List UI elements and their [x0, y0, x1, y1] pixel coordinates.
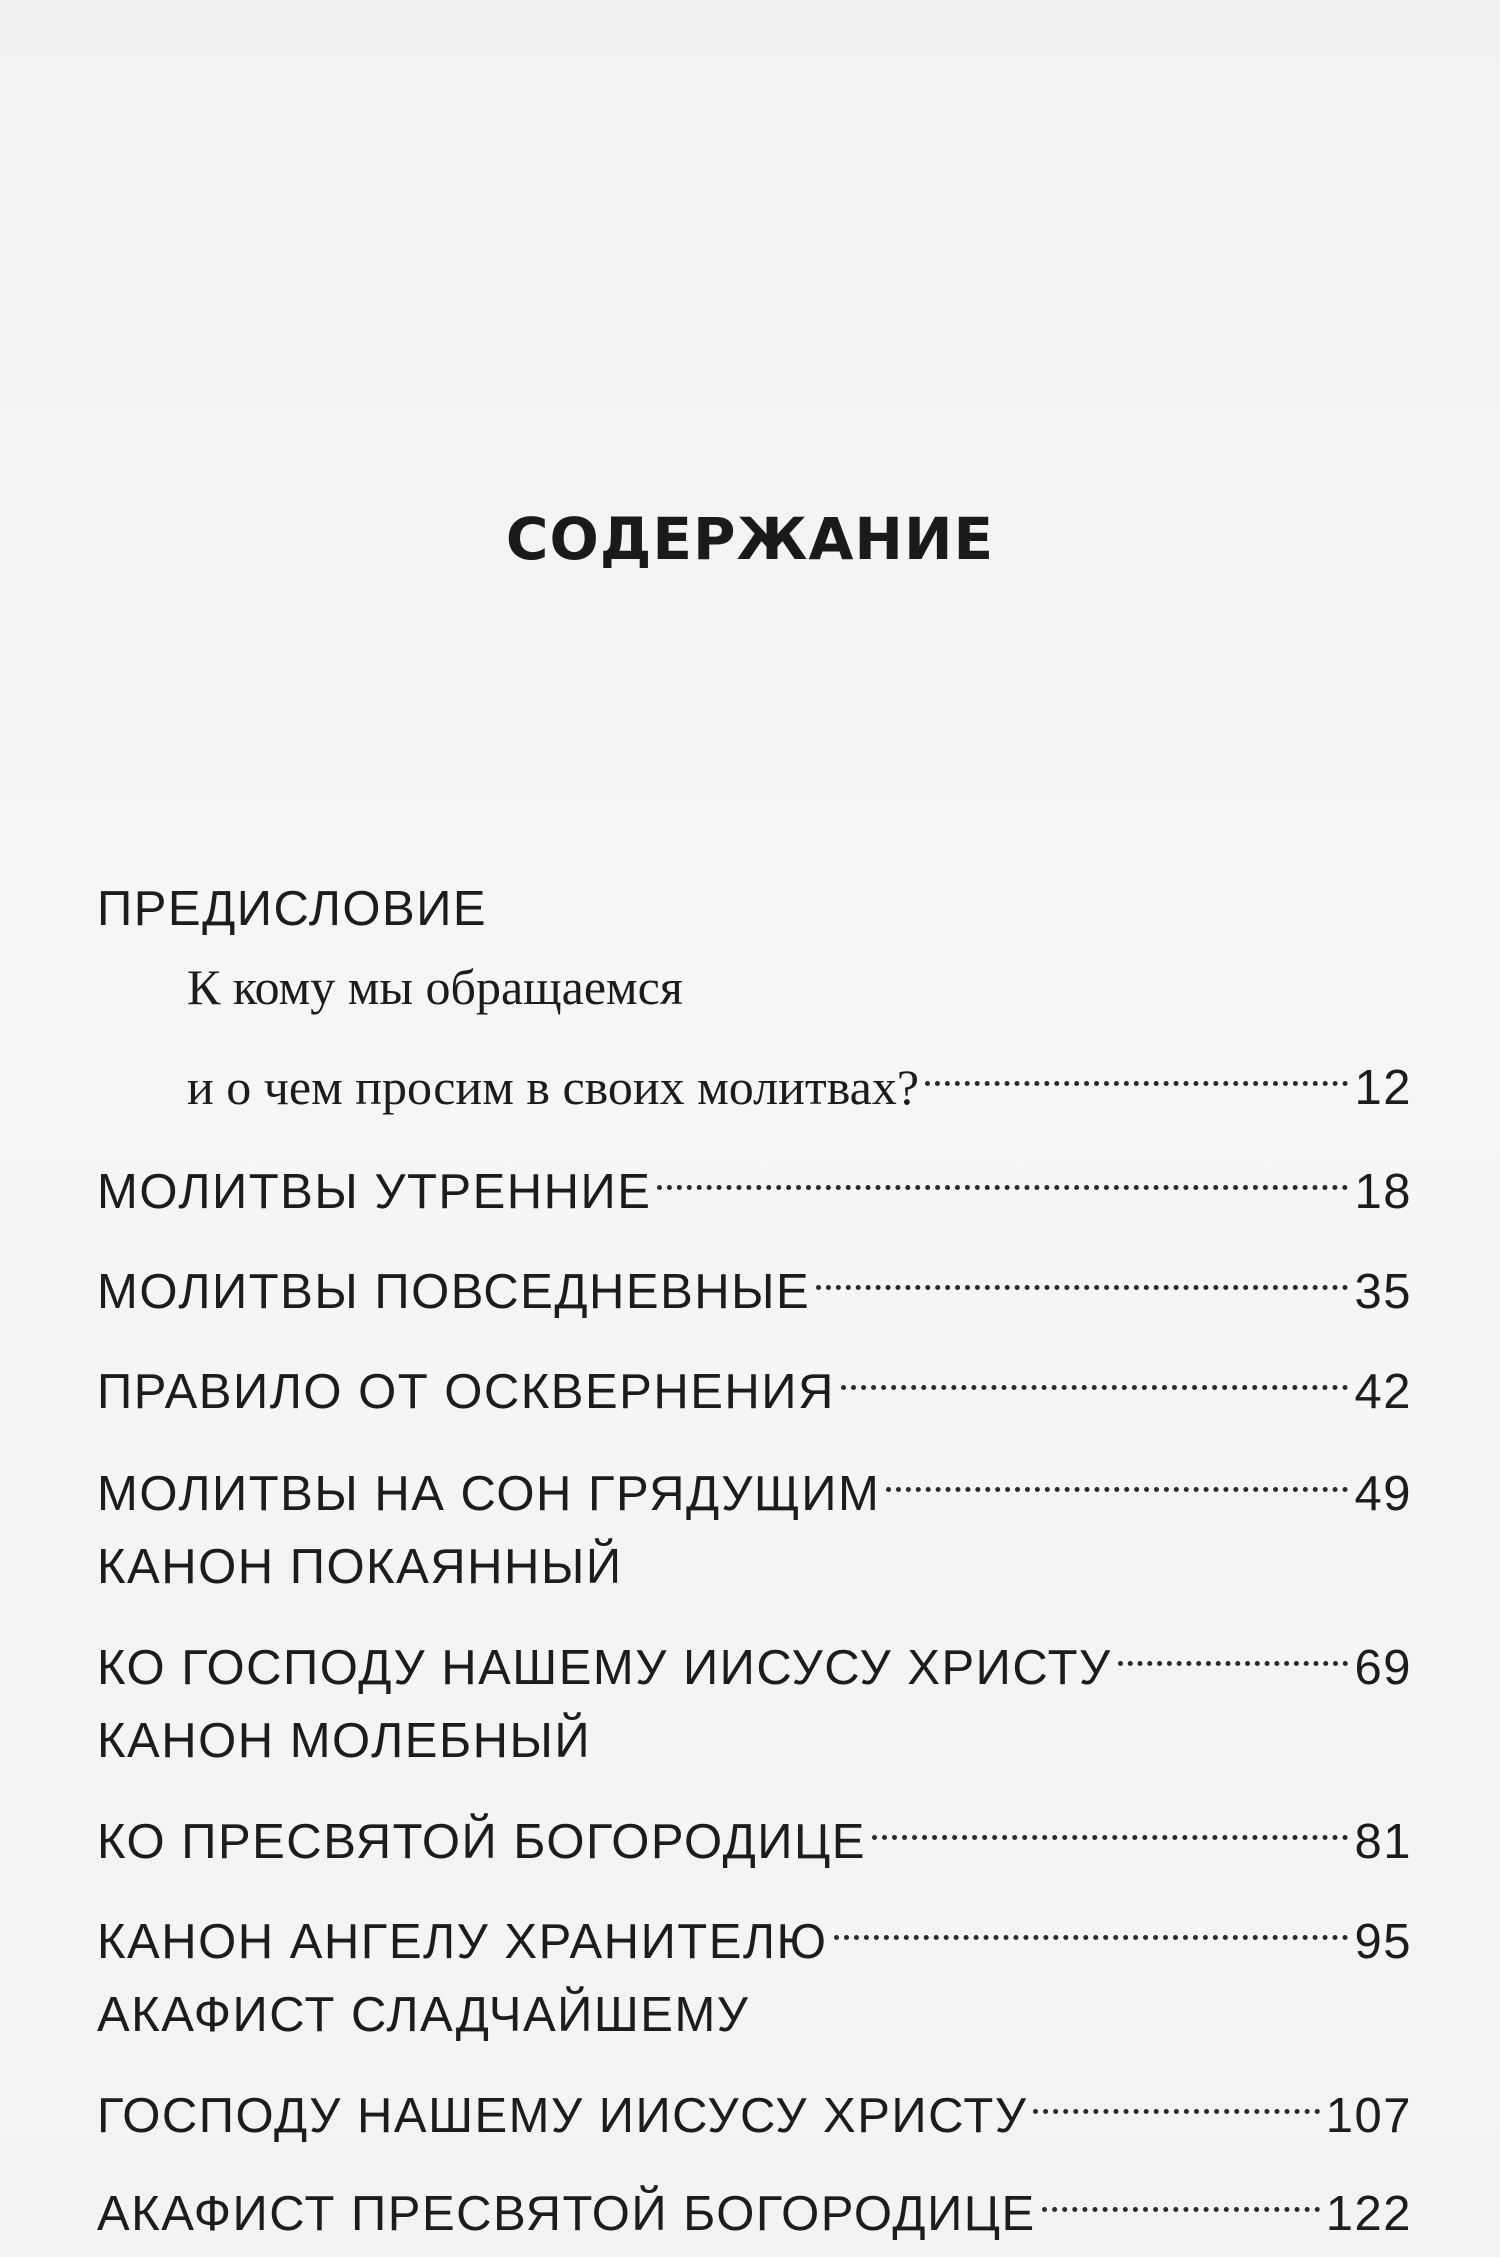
toc-entry[interactable]	[97, 1230, 1412, 1319]
toc-page-number: 12	[1354, 1061, 1412, 1115]
dot-leader	[841, 1330, 1349, 1408]
toc-entry[interactable]	[97, 1976, 1412, 2143]
dot-leader	[1033, 2054, 1319, 2132]
toc-entry-line	[97, 1130, 1412, 1219]
toc-entry-text: МОЛИТВЫ ПОВСЕДНЕВНЫЕ	[97, 1265, 811, 1319]
page-title: СОДЕРЖАНИЕ	[505, 505, 995, 573]
toc-entry-line	[97, 1026, 1412, 1115]
toc-page-number: 49	[1354, 1467, 1412, 1521]
toc-entry[interactable]	[97, 1880, 1412, 1969]
dot-leader	[657, 1130, 1348, 1208]
dot-leader	[1042, 2152, 1320, 2230]
toc-entry-text: КАНОН МОЛЕБНЫЙ	[97, 1714, 592, 1768]
toc-entry-text: КАНОН ПОКАЯННЫЙ	[97, 1540, 623, 1594]
toc-entry-text: ПРАВИЛО ОТ ОСКВЕРНЕНИЯ	[97, 1365, 835, 1419]
table-of-contents	[97, 870, 1412, 2241]
toc-page-number: 95	[1354, 1915, 1412, 1969]
dot-leader	[834, 1880, 1349, 1958]
toc-page-number: 81	[1354, 1815, 1412, 1869]
toc-page-number: 18	[1354, 1165, 1412, 1219]
toc-entry-line	[97, 948, 1412, 1026]
toc-entry-line	[97, 1780, 1412, 1869]
toc-entry[interactable]	[97, 2152, 1412, 2241]
toc-page-number: 107	[1325, 2089, 1412, 2143]
toc-entry[interactable]	[97, 870, 1412, 948]
dot-leader	[872, 1780, 1349, 1858]
toc-entry-text: АКАФИСТ СЛАДЧАЙШЕМУ	[97, 1988, 750, 2042]
toc-entry-line	[97, 1976, 1412, 2054]
toc-entry[interactable]	[97, 1130, 1412, 1219]
dot-leader	[816, 1230, 1348, 1308]
toc-entry-line	[97, 1880, 1412, 1969]
toc-entry-line	[97, 1702, 1412, 1780]
toc-entry-text: МОЛИТВЫ УТРЕННИЕ	[97, 1165, 652, 1219]
dot-leader	[1118, 1606, 1349, 1684]
toc-entry[interactable]	[97, 1432, 1412, 1521]
toc-entry-line	[97, 2152, 1412, 2241]
toc-entry-text: АКАФИСТ ПРЕСВЯТОЙ БОГОРОДИЦЕ	[97, 2187, 1036, 2241]
toc-entry-text: КО ГОСПОДУ НАШЕМУ ИИСУСУ ХРИСТУ	[97, 1641, 1112, 1695]
toc-page-number: 69	[1354, 1641, 1412, 1695]
toc-entry-line	[97, 1330, 1412, 1419]
toc-entry-text: ПРЕДИСЛОВИЕ	[97, 882, 488, 936]
dot-leader	[925, 1026, 1348, 1104]
dot-leader	[886, 1432, 1348, 1510]
toc-entry-text: КАНОН АНГЕЛУ ХРАНИТЕЛЮ	[97, 1915, 828, 1969]
toc-page-number: 35	[1354, 1265, 1412, 1319]
toc-entry-text: ГОСПОДУ НАШЕМУ ИИСУСУ ХРИСТУ	[97, 2089, 1028, 2143]
toc-entry-text: и о чем просим в своих молитвах?	[187, 1059, 920, 1115]
toc-entry-text: К кому мы обращаемся	[187, 959, 683, 1015]
toc-entry[interactable]	[97, 1528, 1412, 1695]
toc-entry-line	[97, 1230, 1412, 1319]
toc-entry-line	[97, 1606, 1412, 1695]
toc-entry-line	[97, 1528, 1412, 1606]
toc-entry-text: КО ПРЕСВЯТОЙ БОГОРОДИЦЕ	[97, 1815, 866, 1869]
toc-entry-line	[97, 2054, 1412, 2143]
toc-page-number: 42	[1354, 1365, 1412, 1419]
toc-entry-text: МОЛИТВЫ НА СОН ГРЯДУЩИМ	[97, 1467, 881, 1521]
toc-entry[interactable]	[97, 1330, 1412, 1419]
toc-page-number: 122	[1325, 2187, 1412, 2241]
toc-entry[interactable]	[97, 1702, 1412, 1869]
toc-entry[interactable]	[97, 948, 1412, 1115]
toc-entry-line	[97, 1432, 1412, 1521]
toc-entry-line	[97, 870, 1412, 948]
